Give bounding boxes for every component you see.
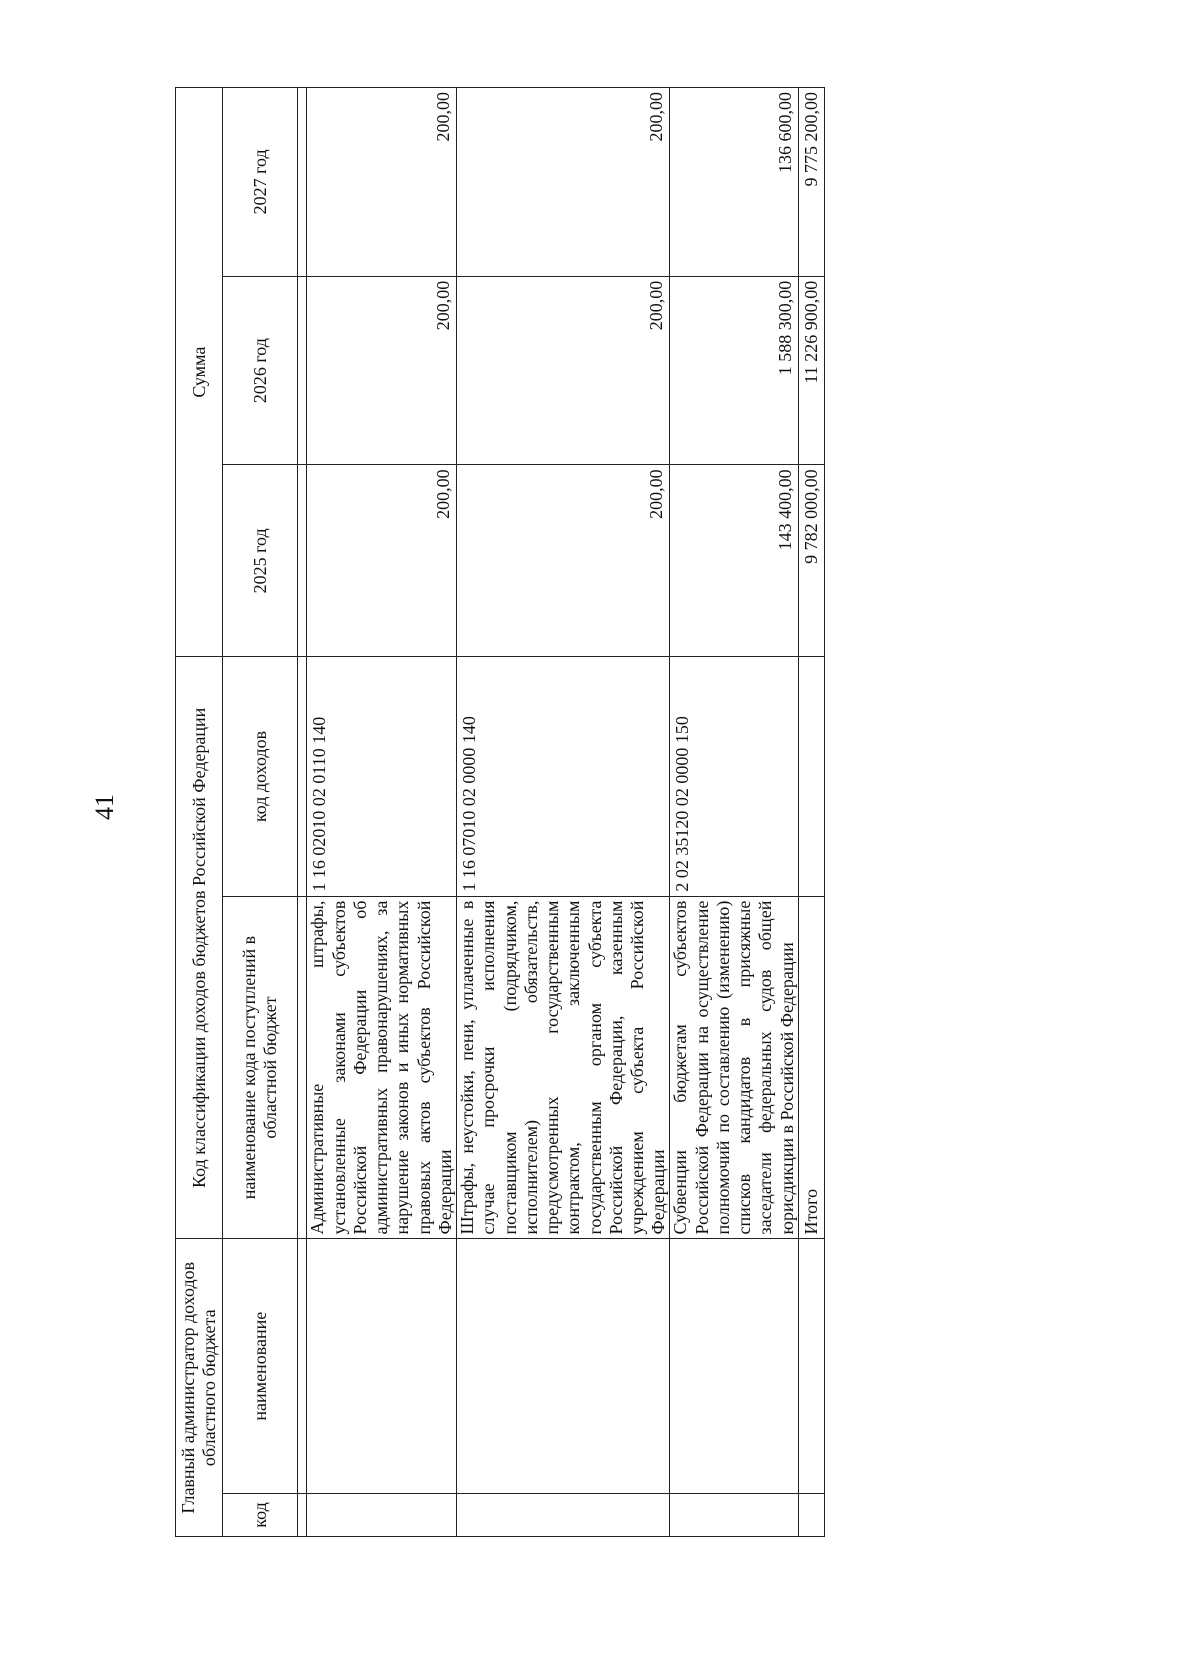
year-2027-header: 2027 год [223, 88, 298, 277]
total-2027: 9 775 200,00 [798, 88, 824, 277]
income-code-cell: 1 16 02010 02 0110 140 [307, 657, 457, 896]
budget-table [175, 87, 825, 1537]
total-label: Итого [798, 896, 824, 1239]
income-name-cell: Административные штрафы, установленные законами субъектов Российской Федерации об административных правонарушениях, за нарушение законов и иных нормативных правовых актов субъектов Российской Федерации [307, 896, 457, 1239]
rotated-table-wrapper [175, 87, 1035, 1537]
header-row-2 [223, 88, 298, 1537]
admin-name-cell [457, 1239, 670, 1493]
admin-code-cell [670, 1493, 798, 1536]
admin-name-header: наименование [223, 1239, 298, 1493]
amount-2026: 200,00 [457, 276, 670, 465]
income-name-cell: Субвенции бюджетам субъектов Российской Федерации на осуществление полномочий по составлению (изменению) списков кандидатов в присяжные заседатели федеральных судов общей юрисдикции в Российской Федерации [670, 896, 798, 1239]
table-row [307, 88, 457, 1537]
income-name-cell: Штрафы, неустойки, пени, уплаченные в случае просрочки исполнения поставщиком (подрядчиком, исполнителем) обязательств, предусмотренных государственным контрактом, заключенным государственным органом субъекта Российской Федерации, казенным учреждением субъекта Российской Федерации [457, 896, 670, 1239]
table-row [457, 88, 670, 1537]
header-spacer-row [298, 88, 307, 1537]
income-code-cell: 1 16 07010 02 0000 140 [457, 657, 670, 896]
admin-code-cell [307, 1493, 457, 1536]
amount-2026: 200,00 [307, 276, 457, 465]
amount-2026: 1 588 300,00 [670, 276, 798, 465]
total-row [798, 88, 824, 1537]
admin-name-cell [307, 1239, 457, 1493]
income-code-cell: 2 02 35120 02 0000 150 [670, 657, 798, 896]
amount-2025: 200,00 [307, 465, 457, 657]
admin-name-cell [798, 1239, 824, 1493]
amount-2025: 200,00 [457, 465, 670, 657]
header-row-1 [176, 88, 223, 1537]
total-2025: 9 782 000,00 [798, 465, 824, 657]
admin-name-cell [670, 1239, 798, 1493]
income-code-cell [798, 657, 824, 896]
amount-2025: 143 400,00 [670, 465, 798, 657]
classification-group-header: Код классификации доходов бюджетов Российской Федерации [176, 657, 223, 1239]
page-number: 41 [90, 794, 119, 820]
income-name-header: наименование кода поступлений в областной бюджет [223, 896, 298, 1239]
amount-2027: 136 600,00 [670, 88, 798, 277]
year-2026-header: 2026 год [223, 276, 298, 465]
table-row [670, 88, 798, 1537]
amount-2027: 200,00 [457, 88, 670, 277]
admin-code-cell [457, 1493, 670, 1536]
year-2025-header: 2025 год [223, 465, 298, 657]
income-code-header: код доходов [223, 657, 298, 896]
amount-2027: 200,00 [307, 88, 457, 277]
admin-code-header: код [223, 1493, 298, 1536]
admin-code-cell [798, 1493, 824, 1536]
sum-group-header: Сумма [176, 88, 223, 657]
total-2026: 11 226 900,00 [798, 276, 824, 465]
admin-group-header: Главный администратор доходов областного бюджета [176, 1239, 223, 1537]
